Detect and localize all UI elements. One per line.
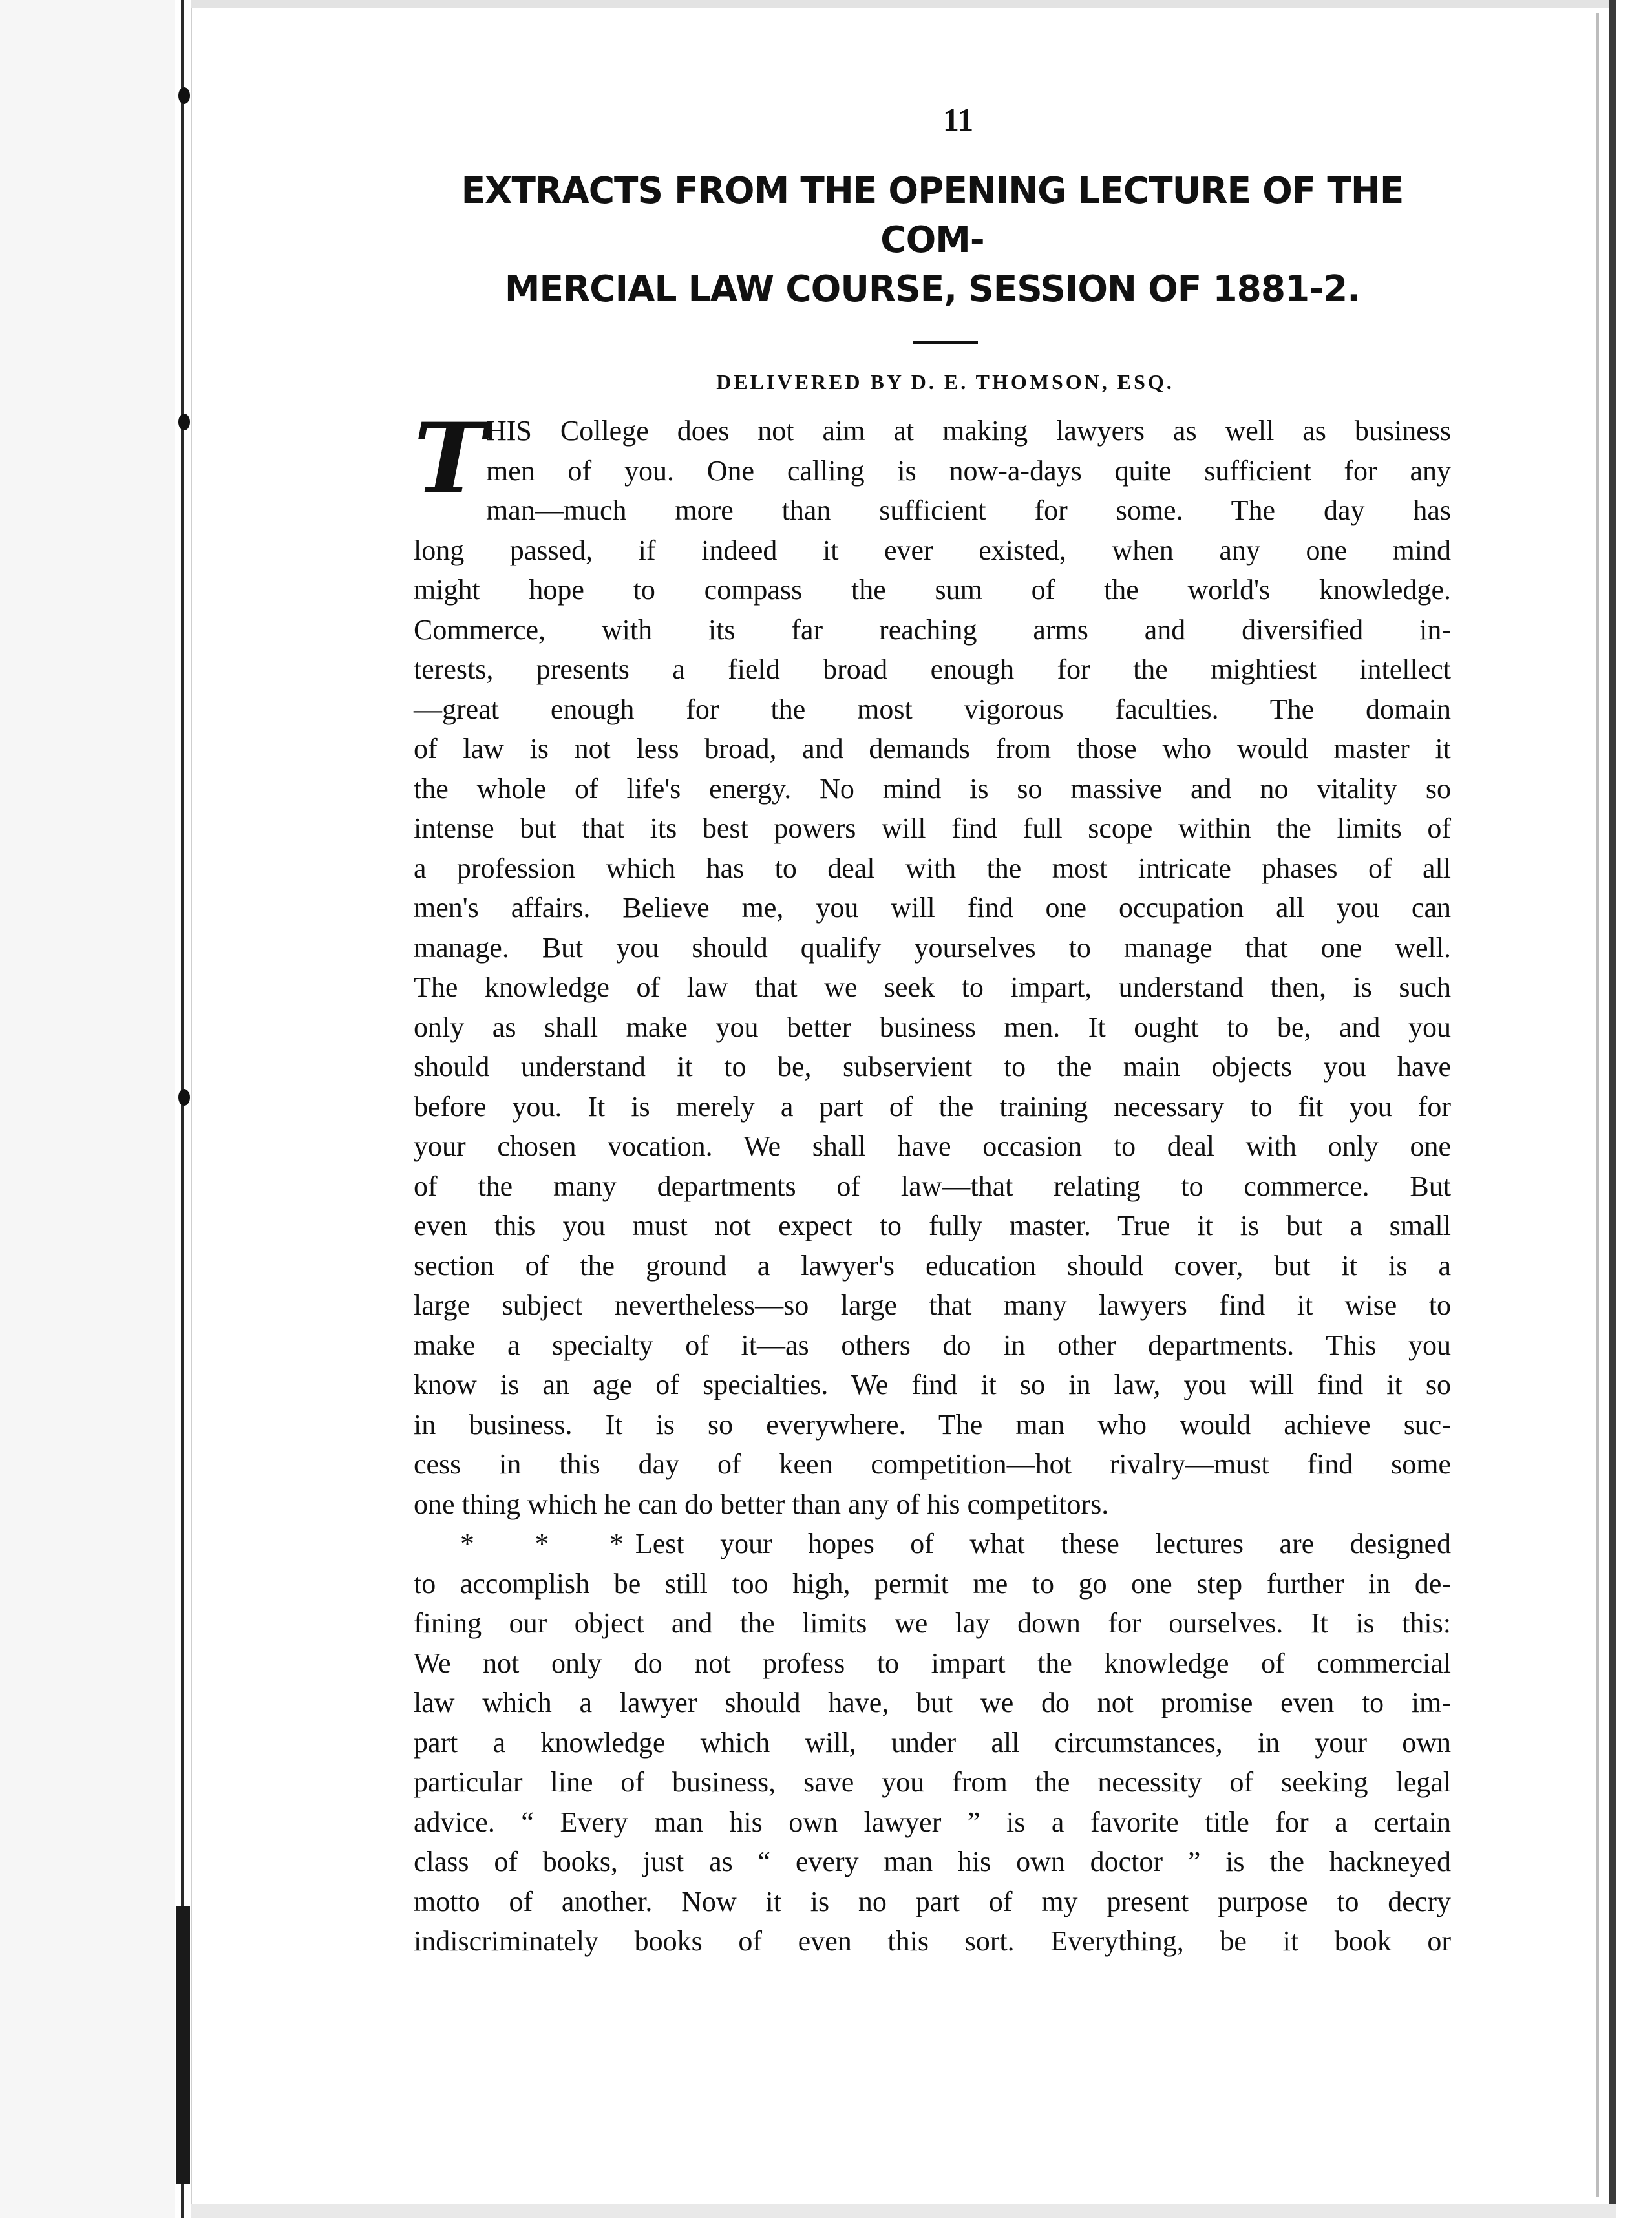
page-number: 11 — [942, 101, 974, 138]
page-content — [414, 97, 1451, 1961]
binding-hole — [178, 87, 190, 104]
text-line: know is an age of specialties. We find it so in law, you will find it so — [414, 1369, 1451, 1400]
text-line: The knowledge of law that we seek to impart, understand then, is such — [414, 971, 1451, 1003]
byline: DELIVERED BY D. E. THOMSON, ESQ. — [716, 370, 1174, 394]
text-line: HIS College does not aim at making lawyers as well as business — [486, 415, 1451, 447]
text-line: * * * Lest your hopes of what these lectures are designed — [414, 1524, 1451, 1564]
text-line: the whole of life's energy. No mind is so massive and no vitality so — [414, 772, 1451, 805]
text-line: section of the ground a lawyer's education should cover, but it is a — [414, 1249, 1451, 1282]
text-line: might hope to compass the sum of the world's knowledge. — [414, 574, 1451, 606]
page-fold-line — [1596, 13, 1599, 2197]
text-line: before you. It is merely a part of the training necessary to fit you for — [414, 1090, 1451, 1123]
text-line: part a knowledge which will, under all circumstances, in your own — [414, 1726, 1451, 1759]
text-line: law which a lawyer should have, but we do not promise even to im- — [414, 1687, 1451, 1718]
page-top-edge — [191, 0, 1616, 8]
scan-left-margin — [0, 0, 175, 2218]
text-line: We not only do not profess to impart the knowledge of commercial — [414, 1647, 1451, 1679]
title-divider — [913, 341, 978, 344]
text-line: even this you must not expect to fully master. True it is but a small — [414, 1210, 1451, 1241]
text-line: Commerce, with its far reaching arms and diversified in- — [414, 613, 1451, 646]
text-line: terests, presents a field broad enough for the mightiest intellect — [414, 653, 1451, 685]
text-line: motto of another. Now it is no part of my present purpose to decry — [414, 1885, 1451, 1917]
text-line: one thing which he can do better than any of his competitors. — [414, 1488, 1109, 1520]
binding-shadow — [176, 1906, 190, 2184]
text-line: large subject nevertheless—so large that many lawyers find it wise to — [414, 1289, 1451, 1321]
paragraph-1 — [414, 402, 1452, 1524]
title-line-1: EXTRACTS FROM THE OPENING LECTURE OF THE COM- — [461, 170, 1404, 261]
text-line: long passed, if indeed it ever existed, when any one mind — [414, 534, 1451, 566]
text-line: man—much more than sufficient for some. The day has — [486, 494, 1451, 526]
text-line: fining our object and the limits we lay down for ourselves. It is this: — [414, 1607, 1451, 1639]
text-line: your chosen vocation. We shall have occasion to deal with only one — [414, 1130, 1451, 1162]
text-line: should understand it to be, subservient to the main objects you have — [414, 1051, 1451, 1083]
text-line: particular line of business, save you from the necessity of seeking legal — [414, 1766, 1451, 1798]
text-line: of law is not less broad, and demands from those who would master it — [414, 733, 1451, 765]
text-line: make a specialty of it—as others do in other departments. This you — [414, 1329, 1451, 1361]
text-line: in business. It is so everywhere. The man who would achieve suc- — [414, 1408, 1451, 1441]
text-line: men's affairs. Believe me, you will find one occupation all you can — [414, 892, 1451, 924]
text-line: a profession which has to deal with the most intricate phases of all — [414, 852, 1451, 884]
text-line: intense but that its best powers will find full scope within the limits of — [414, 812, 1451, 844]
dropcap-letter: T — [414, 402, 486, 516]
text-line: indiscriminately books of even this sort. Everything, be it book or — [414, 1925, 1451, 1957]
page-right-edge — [1609, 0, 1616, 2218]
text-line: manage. But you should qualify yourselves to manage that one well. — [414, 931, 1451, 964]
paragraph-2 — [414, 1524, 1451, 1961]
section-break-asterisks: * * * — [460, 1528, 624, 1559]
binding-hole — [178, 1089, 190, 1106]
text-line: to accomplish be still too high, permit me to go one step further in de- — [414, 1567, 1451, 1600]
page-bottom-edge — [191, 2204, 1616, 2218]
text-line: cess in this day of keen competition—hot rivalry—must find some — [414, 1448, 1451, 1480]
binding-hole — [178, 414, 190, 430]
text-line: only as shall make you better business men. It ought to be, and you — [414, 1011, 1451, 1043]
page-title — [424, 167, 1441, 314]
text-line: advice. “ Every man his own lawyer ” is a favorite title for a certain — [414, 1806, 1451, 1838]
binding-spine — [181, 0, 184, 2218]
text-line: men of you. One calling is now-a-days quite sufficient for any — [486, 454, 1452, 487]
article-body — [414, 402, 1452, 1961]
title-line-2: MERCIAL LAW COURSE, SESSION OF 1881-2. — [504, 268, 1361, 310]
text-line: —great enough for the most vigorous faculties. The domain — [414, 693, 1451, 725]
text-line: class of books, just as “ every man his own doctor ” is the hackneyed — [414, 1846, 1451, 1877]
text-line: of the many departments of law—that relating to commerce. But — [414, 1170, 1451, 1202]
